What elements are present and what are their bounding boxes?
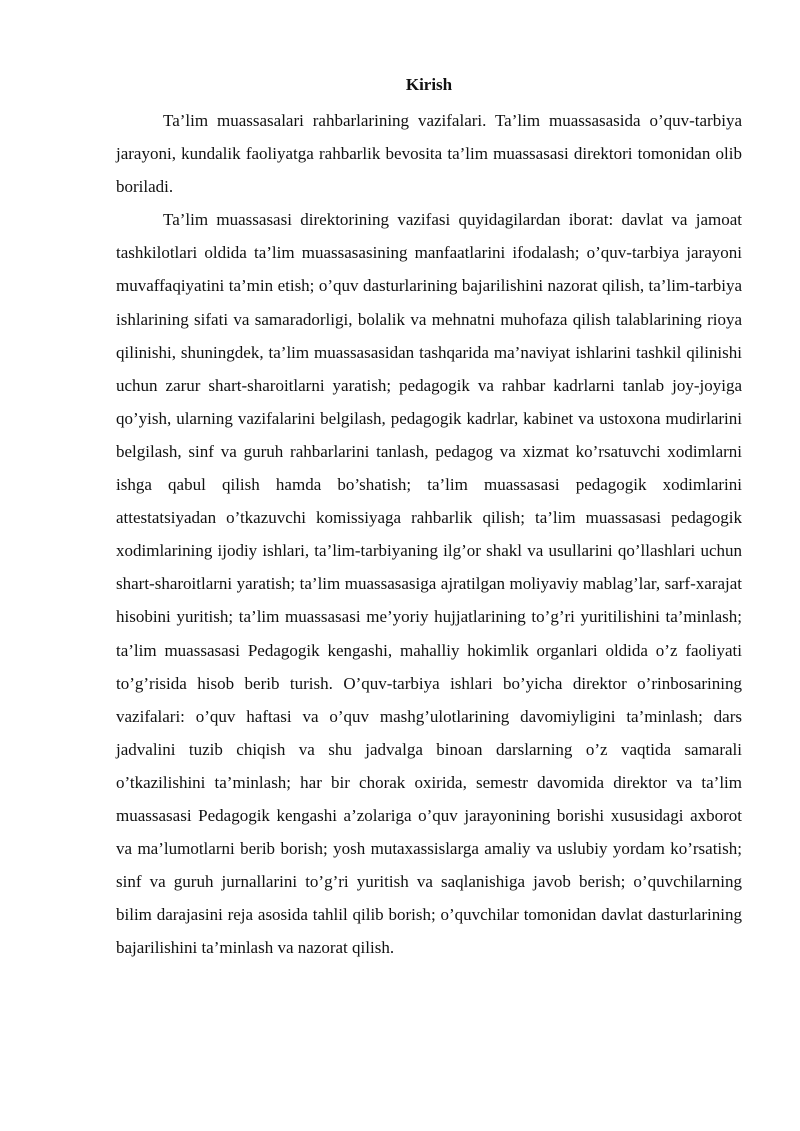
document-page xyxy=(116,72,742,964)
paragraph-director-duties: Ta’lim muassasasi direktorining vazifasi quyidagilardan iborat: davlat va jamoat tashkilotlari oldida ta’lim muassasasining manfaatlarini ifodalash; o’quv-tarbiya jarayoni muvaffaqiyatini ta’min etish; o’quv dasturlarining bajarilishini nazorat qilish, ta’lim-tarbiya ishlarining sifati va samaradorligi, bolalik va mehnatni muhofaza qilish talablarining rioya qilinishi, shuningdek, ta’lim muassasasidan tashqarida ma’naviyat ishlarini tashkil qilinishi uchun zarur shart-sharoitlarni yaratish; pedagogik va rahbar kadrlarni tanlab joy-joyiga qo’yish, ularning vazifalarini belgilash, pedagogik kadrlar, kabinet va ustoxona mudirlarini belgilash, sinf va guruh rahbarlarini tanlash, pedagog va xizmat ko’rsatuvchi xodimlarni ishga qabul qilish hamda bo’shatish; ta’lim muassasasi pedagogik xodimlarini attestatsiyadan o’tkazuvchi komissiyaga rahbarlik qilish; ta’lim muassasasi pedagogik xodimlarining ijodiy ishlari, ta’lim-tarbiyaning ilg’or shakl va usullarini qo’llashlari uchun shart-sharoitlarni yaratish; ta’lim muassasasiga ajratilgan moliyaviy mablag’lar, sarf-xarajat hisobini yuritish; ta’lim muassasasi me’yoriy hujjatlarining to’g’ri yuritilishini ta’minlash; ta’lim muassasasi Pedagogik kengashi, mahalliy hokimlik organlari oldida o’z faoliyati to’g’risida hisob berib turish. O’quv-tarbiya ishlari bo’yicha direktor o’rinbosarining vazifalari: o’quv haftasi va o’quv mashg’ulotlarining davomiyligini ta’minlash; dars jadvalini tuzib chiqish va shu jadvalga binoan darslarning o’z vaqtida samarali o’tkazilishini ta’minlash; har bir chorak oxirida, semestr davomida direktor va ta’lim muassasasi Pedagogik kengashi a’zolariga o’quv jarayonining borishi xususidagi axborot va ma’lumotlarni berib borish; yosh mutaxassislarga amaliy va uslubiy yordam ko’rsatish; sinf va guruh jurnallarini to’g’ri yuritish va saqlanishiga javob berish; o’quvchilarning bilim darajasini reja asosida tahlil qilib borish; o’quvchilar tomonidan davlat dasturlarining bajarilishini ta’minlash va nazorat qilish. xyxy=(116,210,742,958)
document-title: Kirish xyxy=(405,75,453,94)
paragraph-intro: Ta’lim muassasalari rahbarlarining vazifalari. Ta’lim muassasasida o’quv-tarbiya jarayoni, kundalik faoliyatga rahbarlik bevosita ta’lim muassasasi direktori tomonidan olib boriladi. xyxy=(116,111,742,197)
